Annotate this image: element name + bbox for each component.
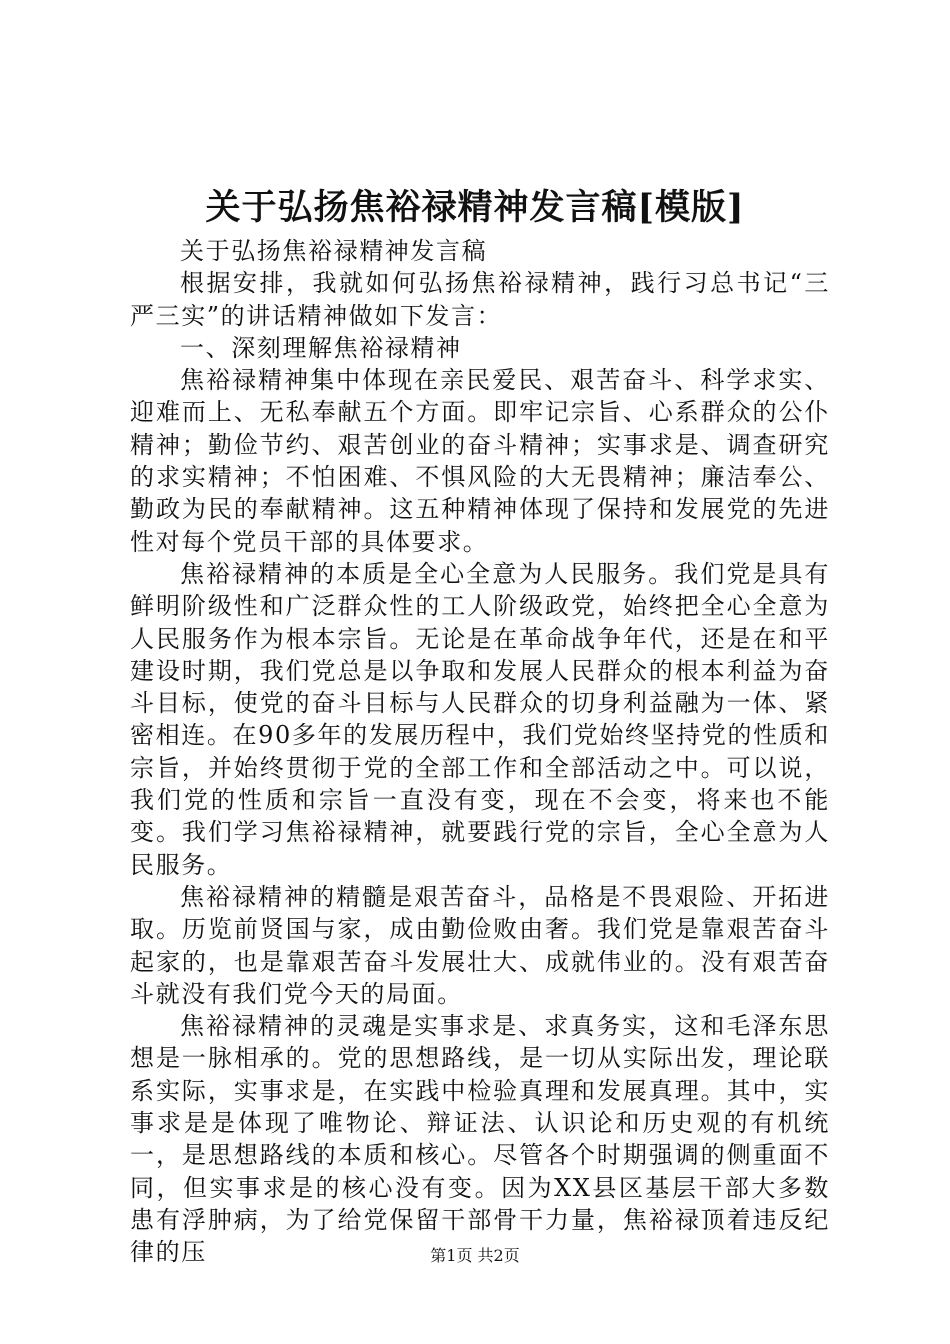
paragraph: 焦裕禄精神的本质是全心全意为人民服务。我们党是具有鲜明阶级性和广泛群众性的工人阶级政党，始终把全心全意为人民服务作为根本宗旨。无论是在革命战争年代，还是在和平建设时期，我们党总是以争取和发展人民群众的根本利益为奋斗目标，使党的奋斗目标与人民群众的切身利益融为一体、紧密相连。在90多年的发展历程中，我们党始终坚持党的性质和宗旨，并始终贯彻于党的全部工作和全部活动之中。可以说，我们党的性质和宗旨一直没有变，现在不会变，将来也不能变。我们学习焦裕禄精神，就要践行党的宗旨，全心全意为人民服务。 <box>130 559 830 879</box>
section-heading: 一、深刻理解焦裕禄精神 <box>180 333 462 362</box>
paragraph: 焦裕禄精神的精髓是艰苦奋斗，品格是不畏艰险、开拓进取。历览前贤国与家，成由勤俭败由奢。我们党是靠艰苦奋斗起家的，也是靠艰苦奋斗发展壮大、成就伟业的。没有艰苦奋斗就没有我们党今天的局面。 <box>130 882 830 1008</box>
paragraph: 焦裕禄精神的灵魂是实事求是、求真务实，这和毛泽东思想是一脉相承的。党的思想路线，是一切从实际出发，理论联系实际，实事求是，在实践中检验真理和发展真理。其中，实事求是是体现了唯物论、辩证法、认识论和历史观的有机统一，是思想路线的本质和核心。尽管各个时期强调的侧重面不同，但实事求是的核心没有变。因为XX县区基层干部大多数患有浮肿病，为了给党保留干部骨干力量，焦裕禄顶着违反纪律的压 <box>130 1012 830 1267</box>
document-title: 关于弘扬焦裕禄精神发言稿[模版] <box>205 187 745 228</box>
paragraph-intro: 根据安排，我就如何弘扬焦裕禄精神，践行习总书记“三严三实”的讲话精神做如下发言： <box>130 269 830 330</box>
paragraph-subtitle: 关于弘扬焦裕禄精神发言稿 <box>180 237 488 265</box>
document-body <box>130 235 830 1269</box>
page-number-footer: 第1页 共2页 <box>430 1246 520 1265</box>
paragraph: 焦裕禄精神集中体现在亲民爱民、艰苦奋斗、科学求实、迎难而上、无私奉献五个方面。即牢记宗旨、心系群众的公仆精神；勤俭节约、艰苦创业的奋斗精神；实事求是、调查研究的求实精神；不怕困难、不惧风险的大无畏精神；廉洁奉公、勤政为民的奉献精神。这五种精神体现了保持和发展党的先进性对每个党员干部的具体要求。 <box>130 366 830 556</box>
